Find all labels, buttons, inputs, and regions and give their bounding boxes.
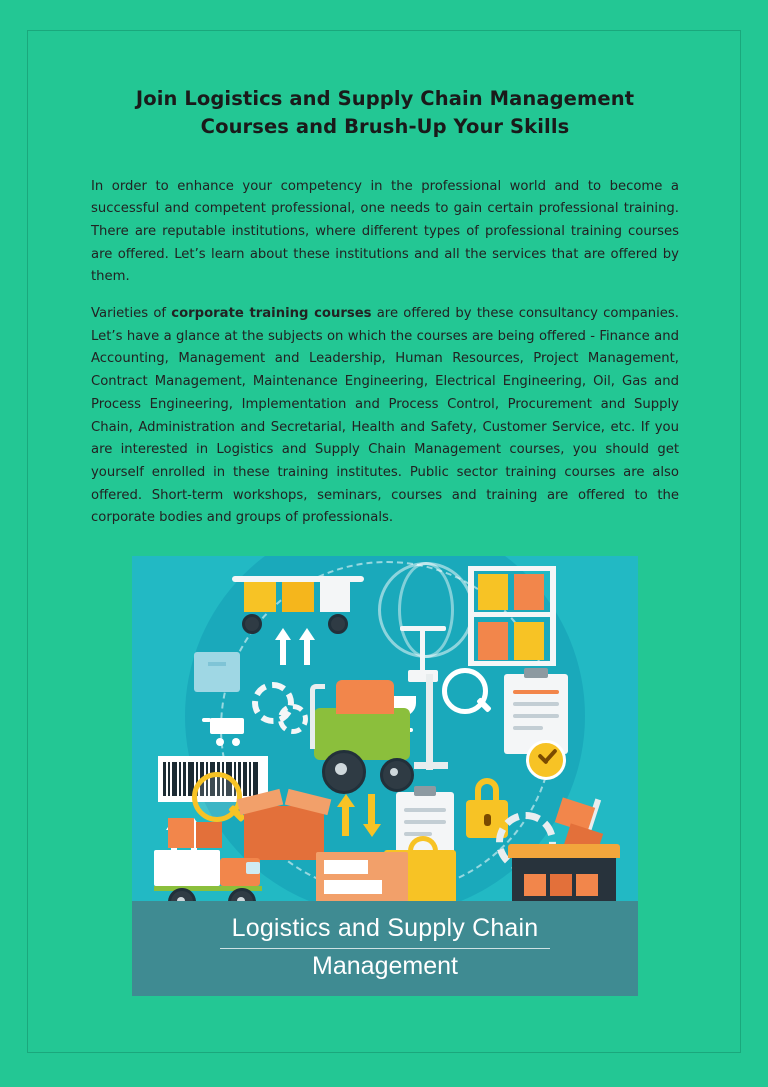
page-title-line-1: Join Logistics and Supply Chain Management (135, 87, 635, 110)
arrow-down-yellow-icon (362, 794, 382, 838)
shelf-rack-icon (468, 566, 556, 666)
figure-caption-line-1: Logistics and Supply Chain (231, 914, 539, 943)
paragraph-2-bold-phrase: corporate training courses (171, 306, 372, 322)
page-title-line-2: Courses and Brush-Up Your Skills (200, 115, 570, 139)
arrow-up-white-icon-2 (298, 628, 316, 666)
arrow-up-white-icon (274, 628, 292, 666)
page-title (91, 85, 679, 142)
document-content (91, 85, 679, 996)
figure-caption-divider (220, 948, 550, 949)
check-badge-icon (526, 740, 566, 780)
delivery-truck-icon (154, 848, 282, 901)
paragraph-2-lead: Varieties of (91, 306, 172, 322)
paragraph-2 (91, 303, 679, 530)
conveyor-box-yellow-1 (244, 582, 276, 612)
conveyor-box-white (320, 582, 350, 612)
figure (132, 556, 638, 996)
package-outline-icon (194, 652, 240, 692)
labeled-carton-icon (316, 852, 408, 901)
illustration-logistics (132, 556, 638, 901)
gear-small-icon (278, 704, 308, 734)
forklift-icon (308, 674, 468, 800)
shopping-cart-icon (202, 716, 246, 750)
paragraph-1: In order to enhance your competency in the professional world and to become a successful and competent professional, one needs to gain certain professional training. There are reputable institutions, where different types of professional training courses are offered. Let’s learn about these institutions and all the services that are offered by them. (91, 178, 679, 285)
conveyor-wheel-left (242, 614, 262, 634)
stacked-boxes-icon (168, 818, 224, 852)
figure-caption-line-2: Management (312, 951, 458, 980)
paragraph-2-rest: are offered by these consultancy companies. Let’s have a glance at the subjects on which the courses are being offered - Finance and Accounting, Management and Leadership, Human Resources, Project Management, Contract Management, Maintenance Engineering, Electrical Engineering, Oil, Gas and Process Engineering, Implementation and Process Control, Procurement and Supply Chain, Administration and Secretarial, Health and Safety, Customer Service, etc. If you are interested in Logistics and Supply Chain Management courses, you should get yourself enrolled in these training institutes. Public sector training courses are also offered. Short-term workshops, seminars, courses and training are offered to the corporate bodies and groups of professionals. (91, 306, 679, 526)
arrow-up-yellow-icon (336, 794, 356, 838)
warehouse-icon (508, 844, 620, 901)
conveyor-wheel-right (328, 614, 348, 634)
conveyor-box-yellow-2 (282, 582, 314, 612)
figure-caption (132, 901, 638, 996)
